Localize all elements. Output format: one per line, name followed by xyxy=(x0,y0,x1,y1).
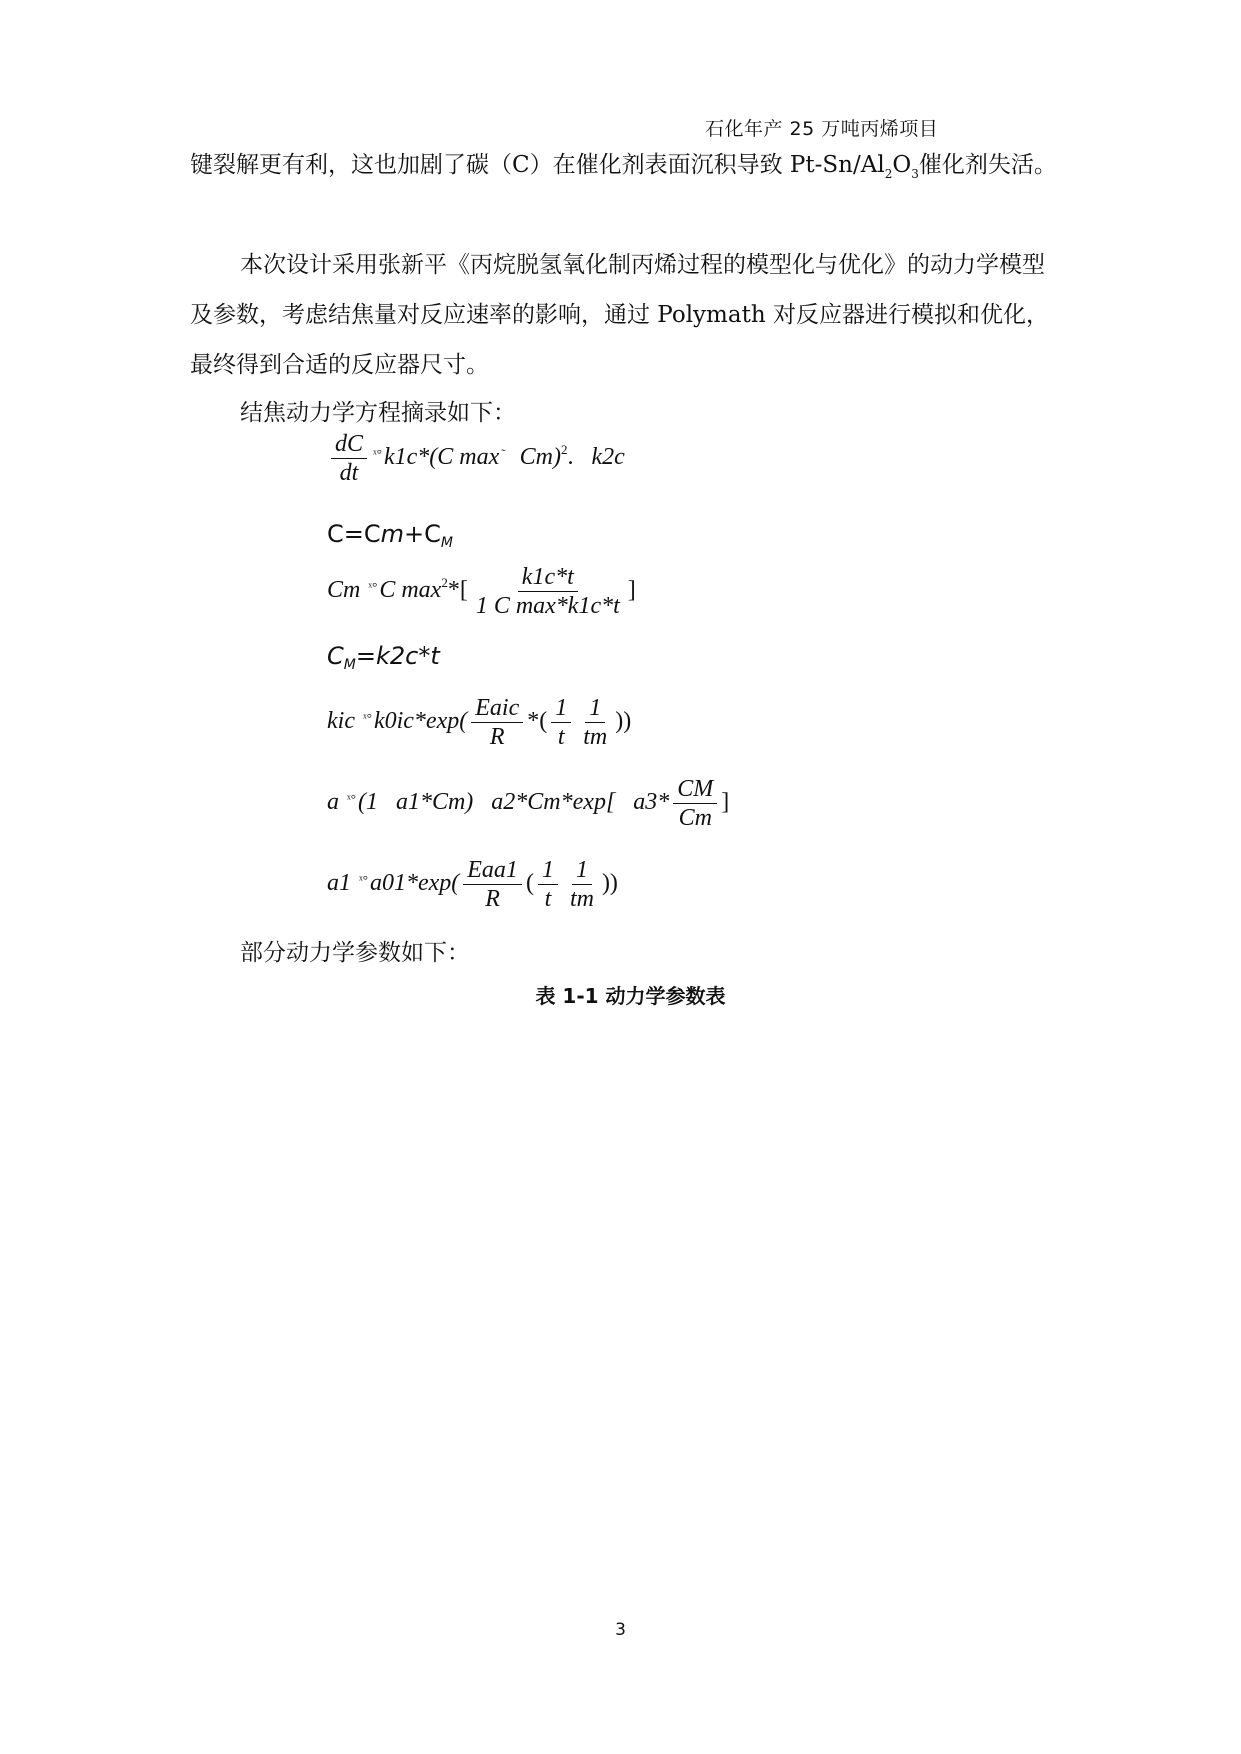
symbol: )) xyxy=(615,708,632,735)
fraction: $\frac{\text{Eaa1}}{R}$ xyxy=(463,856,522,913)
subscript: M xyxy=(343,657,356,673)
symbol: ˣ° xyxy=(359,872,368,888)
subscript: M xyxy=(440,535,453,551)
text-segment: 键裂解更有利，这也加剧了碳（C）在催化剂表面沉积导致 Pt-Sn/Al xyxy=(190,152,885,178)
expr: Cm) xyxy=(519,444,561,471)
expr: C max xyxy=(379,577,442,604)
page-number: 3 xyxy=(615,1620,626,1640)
superscript: 2 xyxy=(441,575,448,591)
fraction: $\frac{1}{t}$ xyxy=(551,694,571,751)
table-caption: 表 1-1 动力学参数表 xyxy=(535,984,726,1008)
subscript: 3 xyxy=(911,167,919,181)
equation-7 xyxy=(327,856,618,913)
running-header: 石化年产 25 万吨丙烯项目 xyxy=(705,118,939,140)
expr: k0ic*exp( xyxy=(373,708,468,735)
expr: (1 a1*Cm) a2*Cm*exp[ a3* xyxy=(357,789,670,816)
paragraph-continuation xyxy=(190,140,1060,199)
symbol: *( xyxy=(527,708,548,735)
equation-4 xyxy=(327,642,440,673)
symbol: ˣ° xyxy=(373,446,382,462)
fraction: $\frac{CM}{Cm}$ xyxy=(673,775,717,832)
equation-1 xyxy=(327,430,625,487)
symbol: . xyxy=(567,444,574,471)
expr: a xyxy=(327,789,339,816)
symbol: ] xyxy=(627,577,636,604)
symbol: ( xyxy=(525,870,534,897)
expr: k1c*(C max xyxy=(383,444,500,471)
equation-5 xyxy=(327,694,631,751)
expr: k2c xyxy=(591,444,625,471)
symbol: ˜ xyxy=(501,446,506,462)
subscript: 2 xyxy=(884,167,893,181)
symbol: ˣ° xyxy=(347,791,356,807)
fraction: $\frac{k1c*t}{\text{1 C max*k1c*t}}$ xyxy=(475,564,620,619)
equation-6 xyxy=(327,775,729,832)
expr: a1 xyxy=(327,870,351,897)
fraction: $\frac{1}{t}$ xyxy=(538,856,558,913)
expr: +C xyxy=(404,520,441,548)
expr: C xyxy=(327,642,344,670)
paragraph-equations-intro: 结焦动力学方程摘录如下： xyxy=(240,400,516,426)
superscript: 2 xyxy=(560,442,568,458)
expr: a01*exp( xyxy=(369,870,460,897)
equation-3 xyxy=(327,563,636,620)
equation-2 xyxy=(327,520,453,551)
symbol: ˣ° xyxy=(368,579,378,595)
symbol: )) xyxy=(601,870,618,897)
expr: C=C xyxy=(327,520,381,548)
fraction: $\frac{1}{tm}$ xyxy=(583,695,608,750)
symbol: ˣ° xyxy=(362,710,372,726)
expr: m xyxy=(380,520,405,548)
text-segment: O xyxy=(892,152,912,178)
paragraph-params-intro: 部分动力学参数如下： xyxy=(240,940,470,966)
symbol: *[ xyxy=(447,577,468,604)
fraction: $\frac{dC}{dt}$ xyxy=(331,430,367,487)
expr: Cm xyxy=(327,577,361,604)
expr: kic xyxy=(327,708,355,735)
text-segment: 催化剂失活。 xyxy=(918,152,1057,178)
symbol: ] xyxy=(721,789,730,816)
fraction: $\frac{1}{tm}$ xyxy=(569,857,594,912)
paragraph-design-basis: 本次设计采用张新平《丙烷脱氢氧化制丙烯过程的模型化与优化》的动力学模型及参数，考虑结焦量对反应速率的影响，通过 Polymath 对反应器进行模拟和优化，最终得到合适的反应器尺寸。 xyxy=(190,252,1049,378)
fraction: $\frac{\text{Eaic}}{R}$ xyxy=(471,694,523,751)
expr: =k2c*t xyxy=(355,642,440,670)
